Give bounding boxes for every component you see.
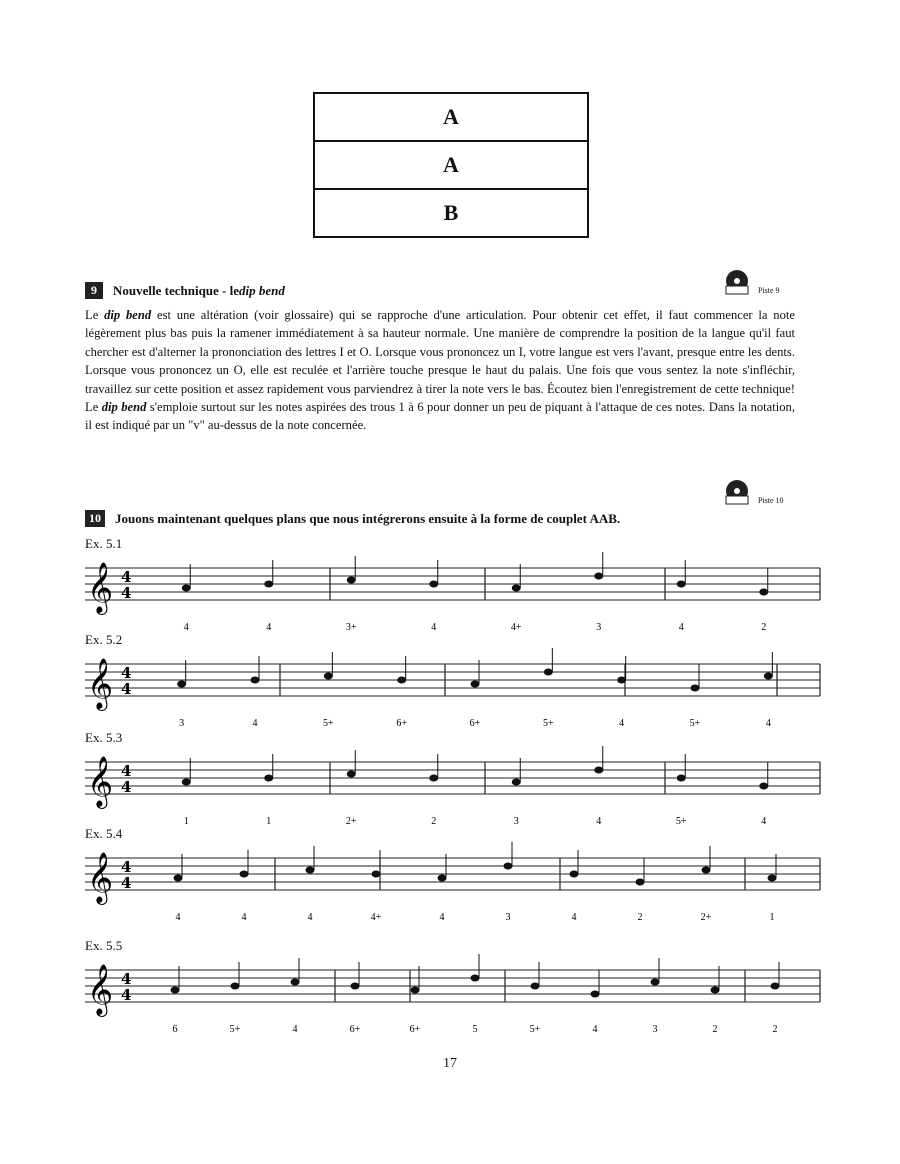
tab-number: 4+ [510, 622, 522, 633]
para-term: dip bend [104, 308, 152, 322]
note-head [471, 681, 480, 688]
note-head [174, 875, 183, 882]
tab-number: 5 [472, 1024, 478, 1035]
note-head [771, 983, 780, 990]
tab-number: 4 [241, 912, 247, 923]
tab-number: 4 [183, 622, 189, 633]
time-signature-digit: 4 [121, 664, 132, 682]
time-signature-digit: 4 [121, 874, 132, 892]
tab-number: 5+ [675, 816, 687, 827]
section-number: 10 [85, 510, 105, 527]
tab-number: 4 [765, 718, 771, 729]
tab-number: 3 [652, 1024, 658, 1035]
tab-number: 1 [769, 912, 775, 923]
para-text: Le [85, 308, 105, 322]
section-number: 9 [85, 282, 103, 299]
music-staff [85, 648, 830, 732]
cd-label: Piste 10 [758, 496, 784, 505]
tab-number: 6+ [349, 1024, 361, 1035]
tab-number: 2 [712, 1024, 718, 1035]
tab-number: 4 [431, 622, 437, 633]
note-head [504, 863, 513, 870]
tab-number: 3 [179, 718, 185, 729]
form-row: A [315, 142, 587, 190]
para-text: s'emploie surtout sur les notes aspirées des trous 1 à 6 pour donner un peu de piquant à l'attaque de ces notes. Dans la notation, il est indiqué par un "v" au-dessus de la note concernée. [85, 400, 795, 433]
tab-number: 4 [439, 912, 445, 923]
tab-number: 2 [761, 622, 767, 633]
section-title: Jouons maintenant quelques plans que nous intégrerons ensuite à la forme de couplet AAB. [115, 510, 621, 526]
music-staff [85, 552, 830, 636]
note-head [702, 867, 711, 874]
note-head [512, 585, 521, 592]
tab-number: 4 [175, 912, 181, 923]
treble-clef-icon: 𝄞 [87, 756, 114, 807]
tab-number: 2+ [700, 912, 712, 923]
note-head [324, 673, 333, 680]
music-staff [85, 842, 830, 926]
time-signature-digit: 4 [121, 680, 132, 698]
tab-number: 4 [252, 718, 258, 729]
tab-number: 4 [266, 622, 272, 633]
time-signature-digit: 4 [121, 778, 132, 796]
tab-number: 4 [619, 718, 625, 729]
note-head [677, 775, 686, 782]
section-9-heading [85, 282, 285, 299]
note-head [438, 875, 447, 882]
tab-number: 3 [505, 912, 511, 923]
exercise-label: Ex. 5.4 [85, 826, 123, 841]
note-head [636, 879, 645, 886]
treble-clef-icon: 𝄞 [87, 852, 114, 903]
treble-clef-icon: 𝄞 [87, 964, 114, 1015]
time-signature-digit: 4 [121, 762, 132, 780]
music-staff [85, 954, 830, 1038]
note-head [264, 581, 273, 588]
note-head [512, 779, 521, 786]
note-head [768, 875, 777, 882]
para-term: dip bend [101, 400, 147, 415]
tab-number: 4+ [370, 912, 382, 923]
note-head [570, 871, 579, 878]
cd-track-10 [722, 478, 784, 505]
tab-number: 3 [513, 816, 519, 827]
note-head [240, 871, 249, 878]
note-head [306, 867, 315, 874]
para-text: est une altération (voir glossaire) qui se rapproche d'une articulation. Pour obtenir cet effet, il faut commencer la note légèrement plus bas puis la ramener immédiatement à sa hauteur normale. Une manière de comprendre la position de la langue qu'il faut chercher est d'alterner la prononciation des lettres I et O. Lorsque vous prononcez un I, votre langue est vers l'avant, presque entre les dents. Lorsque vous prononcez un O, elle est reculée et l'arrière touche presque le haut du palais. Une fois que vous sentez la note s'infléchir, travaillez sur cette position et assez rapidement vous parviendrez à tirer la note vers le bas. Écoutez bien l'enregistrement de cette technique! Le [85, 308, 795, 415]
note-head [429, 775, 438, 782]
treble-clef-icon: 𝄞 [87, 562, 114, 613]
note-head [711, 987, 720, 994]
tab-number: 6+ [469, 718, 481, 729]
note-head [677, 581, 686, 588]
time-signature-digit: 4 [121, 584, 132, 602]
note-head [372, 871, 381, 878]
time-signature-digit: 4 [121, 970, 132, 988]
note-head [759, 589, 768, 596]
exercise-label: Ex. 5.1 [85, 536, 123, 551]
note-head [231, 983, 240, 990]
section-title-term: dip bend [239, 282, 285, 298]
tab-number: 4 [678, 622, 684, 633]
tab-number: 4 [571, 912, 577, 923]
tab-number: 5+ [529, 1024, 541, 1035]
tab-number: 5+ [323, 718, 334, 729]
page-number: 17 [443, 1056, 457, 1071]
note-head [171, 987, 180, 994]
tab-number: 6+ [396, 718, 407, 729]
tab-number: 6+ [409, 1024, 421, 1035]
note-head [471, 975, 480, 982]
exercise-label: Ex. 5.2 [85, 632, 123, 647]
note-head [347, 577, 356, 584]
technique-paragraph [85, 306, 795, 435]
note-head [617, 677, 626, 684]
note-head [429, 581, 438, 588]
tab-number: 3+ [345, 622, 357, 633]
tab-number: 4 [596, 816, 602, 827]
cd-icon [722, 479, 752, 505]
cd-label: Piste 9 [758, 286, 780, 295]
exercise-label: Ex. 5.5 [85, 938, 123, 953]
note-head [177, 681, 186, 688]
note-head [594, 767, 603, 774]
cd-icon [722, 269, 752, 295]
note-head [594, 573, 603, 580]
note-head [759, 783, 768, 790]
section-title: Nouvelle technique - le [113, 282, 240, 298]
tab-number: 6 [172, 1024, 178, 1035]
note-head [651, 979, 660, 986]
note-head [411, 987, 420, 994]
tab-number: 4 [307, 912, 313, 923]
tab-number: 5+ [229, 1024, 241, 1035]
note-head [397, 677, 406, 684]
form-table [313, 92, 589, 238]
note-head [291, 979, 300, 986]
tab-number: 2 [772, 1024, 778, 1035]
tab-number: 4 [292, 1024, 298, 1035]
note-head [531, 983, 540, 990]
tab-number: 5+ [689, 718, 701, 729]
note-head [544, 669, 553, 676]
time-signature-digit: 4 [121, 986, 132, 1004]
note-head [591, 991, 600, 998]
tab-number: 5+ [543, 718, 554, 729]
treble-clef-icon: 𝄞 [87, 658, 114, 709]
form-row: A [315, 94, 587, 142]
music-staff [85, 746, 830, 830]
note-head [182, 585, 191, 592]
note-head [691, 685, 700, 692]
tab-number: 2+ [345, 816, 357, 827]
note-head [347, 771, 356, 778]
time-signature-digit: 4 [121, 568, 132, 586]
tab-number: 2 [637, 912, 643, 923]
tab-number: 4 [761, 816, 767, 827]
note-head [351, 983, 360, 990]
tab-number: 1 [183, 816, 189, 827]
section-10-heading [85, 510, 620, 527]
cd-track-9 [722, 268, 780, 295]
tab-number: 4 [592, 1024, 598, 1035]
note-head [264, 775, 273, 782]
note-head [251, 677, 260, 684]
exercise-label: Ex. 5.3 [85, 730, 123, 745]
note-head [182, 779, 191, 786]
form-row: B [443, 200, 459, 225]
note-head [764, 673, 773, 680]
tab-number: 3 [596, 622, 602, 633]
tab-number: 1 [266, 816, 272, 827]
tab-number: 2 [431, 816, 437, 827]
time-signature-digit: 4 [121, 858, 132, 876]
